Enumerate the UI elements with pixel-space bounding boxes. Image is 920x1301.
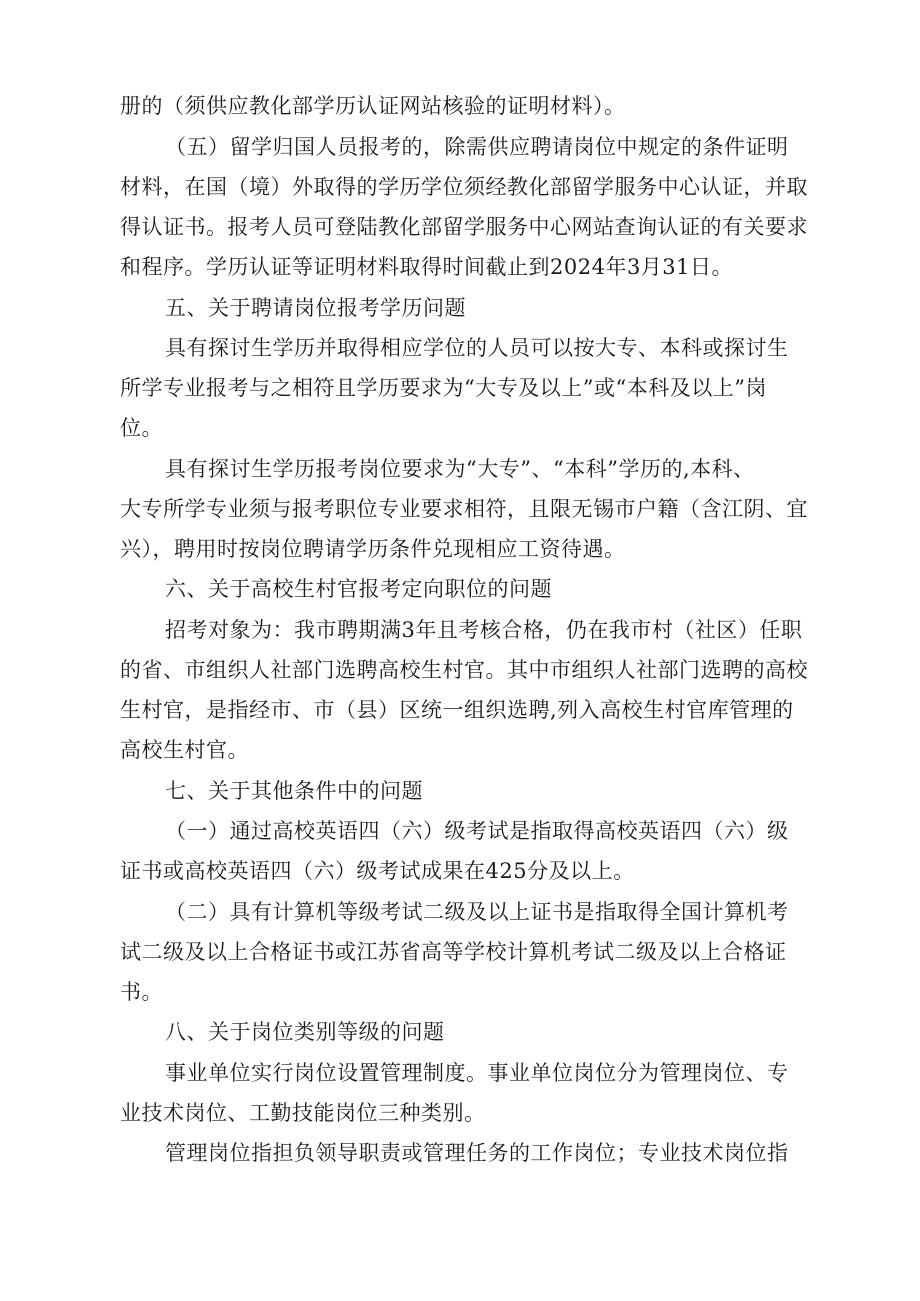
paragraph-line: 招考对象为：我市聘期满3年且考核合格，仍在我市村（社区）任职: [165, 618, 803, 642]
paragraph-line: 具有探讨生学历并取得相应学位的人员可以按大专、本科或探讨生: [165, 336, 789, 360]
paragraph-line: 兴），聘用时按岗位聘请学历条件兑现相应工资待遇。: [120, 537, 626, 561]
paragraph-line: 具有探讨生学历报考岗位要求为“大专”、“本科”学历的,本科、: [165, 457, 755, 481]
paragraph-line: 所学专业报考与之相符且学历要求为“大专及以上”或“本科及以上”岗: [120, 376, 767, 400]
paragraph-line: 书。: [120, 980, 163, 1004]
paragraph-line: 高校生村官。: [120, 738, 249, 762]
paragraph-line: 生村官，是指经市、市（县）区统一组织选聘,列入高校生村官库管理的: [120, 698, 794, 722]
paragraph-line: 得认证书。报考人员可登陆教化部留学服务中心网站查询认证的有关要求: [120, 215, 808, 239]
paragraph-line: 业技术岗位、工勤技能岗位三种类别。: [120, 1101, 486, 1125]
paragraph-line: 材料，在国（境）外取得的学历学位须经教化部留学服务中心认证，并取: [120, 175, 808, 199]
section-heading: 八、关于岗位类别等级的问题: [165, 1020, 445, 1044]
section-heading: 六、关于高校生村官报考定向职位的问题: [165, 577, 552, 601]
paragraph-line: 管理岗位指担负领导职责或管理任务的工作岗位；专业技术岗位指: [165, 1141, 789, 1165]
paragraph-line: （五）留学归国人员报考的，除需供应聘请岗位中规定的条件证明: [165, 135, 789, 159]
paragraph-line: 和程序。学历认证等证明材料取得时间截止到2024年3月31日。: [120, 255, 734, 279]
paragraph-line: 大专所学专业须与报考职位专业要求相符，且限无锡市户籍（含江阴、宜: [120, 497, 808, 521]
paragraph-line: 证书或高校英语四（六）级考试成果在425分及以上。: [120, 859, 635, 883]
paragraph-line: 册的（须供应教化部学历认证网站核验的证明材料）。: [120, 94, 626, 118]
section-heading: 五、关于聘请岗位报考学历问题: [165, 296, 466, 320]
paragraph-line: （二）具有计算机等级考试二级及以上证书是指取得全国计算机考: [165, 900, 789, 924]
section-heading: 七、关于其他条件中的问题: [165, 779, 423, 803]
paragraph-line: 的省、市组织人社部门选聘高校生村官。其中市组织人社部门选聘的高校: [120, 658, 808, 682]
paragraph-line: 位。: [120, 416, 163, 440]
paragraph-line: 试二级及以上合格证书或江苏省高等学校计算机考试二级及以上合格证: [120, 940, 787, 964]
paragraph-line: 事业单位实行岗位设置管理制度。事业单位岗位分为管理岗位、专: [165, 1061, 789, 1085]
paragraph-line: （一）通过高校英语四（六）级考试是指取得高校英语四（六）级: [165, 819, 789, 843]
